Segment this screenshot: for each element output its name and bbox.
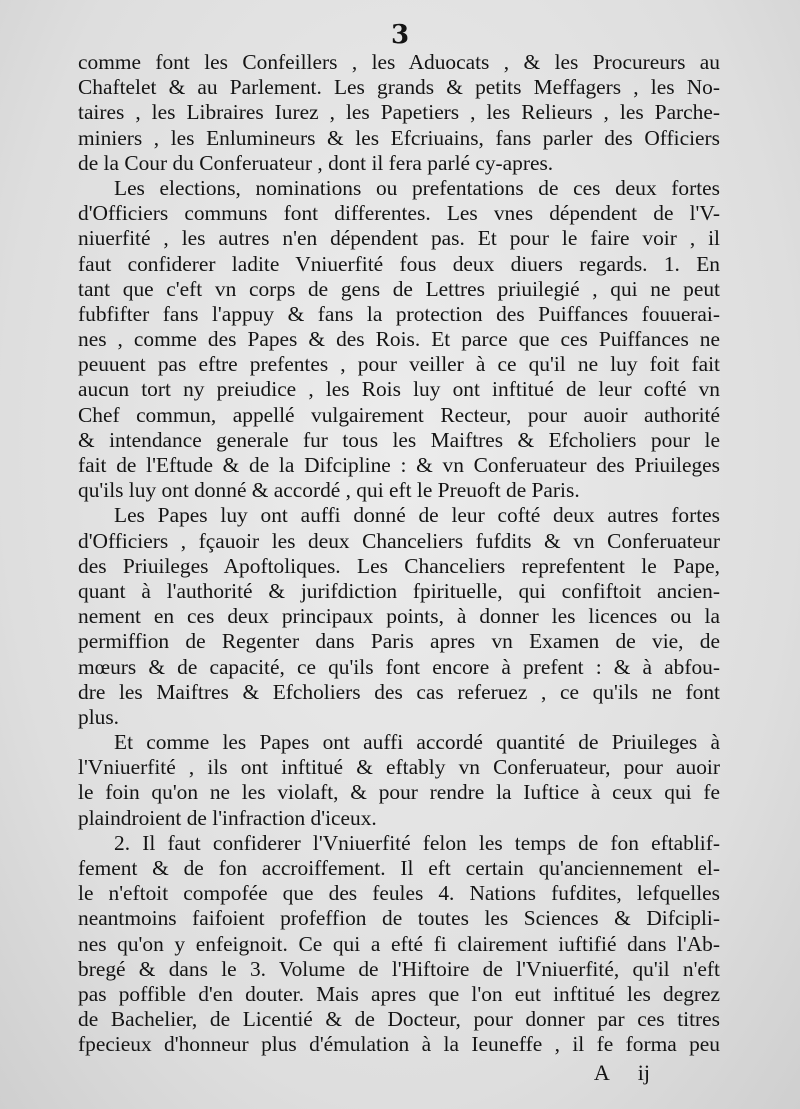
text-line: de la Cour du Conferuateur , dont il fera parlé cy-apres. [78,150,554,175]
text-line: niuerfité , les autres n'en dépendent pas. Et pour le faire voir , il [78,226,720,251]
text-line: fpecieux d'honneur plus d'émulation à la Ieuneffe , il fe forma peu [78,1032,720,1057]
text-line: tant que c'eft vn corps de gens de Lettres priuilegié , qui ne peut [78,276,720,301]
text-line: qu'ils luy ont donné & accordé , qui eft le Preuoft de Paris. [78,478,580,503]
text-line: Les elections, nominations ou prefentations de ces deux fortes [114,175,720,200]
text-line: aucun tort ny preiudice , les Rois luy ont inftitué de leur cofté vn [78,377,720,402]
text-line: d'Officiers , fçauoir les deux Chanceliers fufdits & vn Conferuateur [78,528,720,553]
text-line: Chaftelet & au Parlement. Les grands & petits Meffagers , les No- [78,75,720,100]
text-line: 2. Il faut confiderer l'Vniuerfité felon les temps de fon eftablif- [114,830,720,855]
text-line: de Bachelier, de Licentié & de Docteur, pour donner par ces titres [78,1007,720,1032]
page-number: 3 [390,20,410,50]
text-line: le foin qu'on ne les violaft, & pour rendre la Iuftice à ceux qui fe [78,780,720,805]
text-line: dre les Maiftres & Efcholiers des cas referuez , ce qu'ils ne font [78,679,720,704]
text-line: le n'eftoit compofée que des feules 4. Nations fufdites, lefquelles [78,881,720,906]
text-line: peuuent pas eftre prefentes , pour veiller à ce qu'il ne luy foit fait [78,352,720,377]
text-line: l'Vniuerfité , ils ont inftitué & eftably vn Conferuateur, pour auoir [78,755,720,780]
body-text [78,50,720,1058]
text-line: nes qu'on y enfeignoit. Ce qui a efté fi clairement iuftifié dans l'Ab- [78,931,720,956]
text-line: d'Officiers communs font differentes. Les vnes dépendent de l'V- [78,201,720,226]
text-line: Les Papes luy ont auffi donné de leur cofté deux autres fortes [114,503,720,528]
folio-mark: ij [637,1060,650,1085]
text-line: mœurs & de capacité, ce qu'ils font encore à prefent : & à abfou- [78,654,720,679]
text-line: Et comme les Papes ont auffi accordé quantité de Priuileges à [114,730,720,755]
text-line: permiffion de Regenter dans Paris apres vn Examen de vie, de [78,629,720,654]
signature-mark: A [593,1060,610,1085]
page-footer [594,1060,650,1086]
text-line: des Priuileges Apoftoliques. Les Chanceliers reprefentent le Pape, [78,553,720,578]
text-line: miniers , les Enlumineurs & les Efcriuains, fans parler des Officiers [78,125,720,150]
text-line: plus. [78,704,120,729]
text-line: fait de l'Eftude & de la Difcipline : & vn Conferuateur des Priuileges [78,453,720,477]
text-line: Chef commun, appellé vulgairement Recteur, pour auoir authorité [78,402,720,427]
text-line: nement en ces deux principaux points, à donner les licences ou la [78,604,720,629]
text-line: plaindroient de l'infraction d'iceux. [78,805,377,830]
text-line: faut confiderer ladite Vniuerfité fous deux diuers regards. 1. En [78,251,720,276]
text-line: bregé & dans le 3. Volume de l'Hiftoire de l'Vniuerfité, qu'il n'eft [78,956,720,981]
text-line: pas poffible d'en douter. Mais apres que l'on eut inftitué les degrez [78,981,720,1006]
text-line: & intendance generale fur tous les Maiftres & Efcholiers pour le [78,427,720,452]
text-line: fement & de fon accroiffement. Il eft certain qu'anciennement el- [78,856,720,880]
text-line: taires , les Libraires Iurez , les Papetiers , les Relieurs , les Parche- [78,100,720,125]
text-line: fubfifter fans l'appuy & fans la protection des Puiffances fouuerai- [78,301,720,326]
text-line: quant à l'authorité & jurifdiction fpirituelle, qui confiftoit ancien- [78,578,720,603]
text-line: neantmoins faifoient profeffion de toutes les Sciences & Difcipli- [78,906,720,931]
text-line: nes , comme des Papes & des Rois. Et parce que ces Puiffances ne [78,327,720,352]
text-line: comme font les Confeillers , les Aduocats , & les Procureurs au [78,50,720,74]
